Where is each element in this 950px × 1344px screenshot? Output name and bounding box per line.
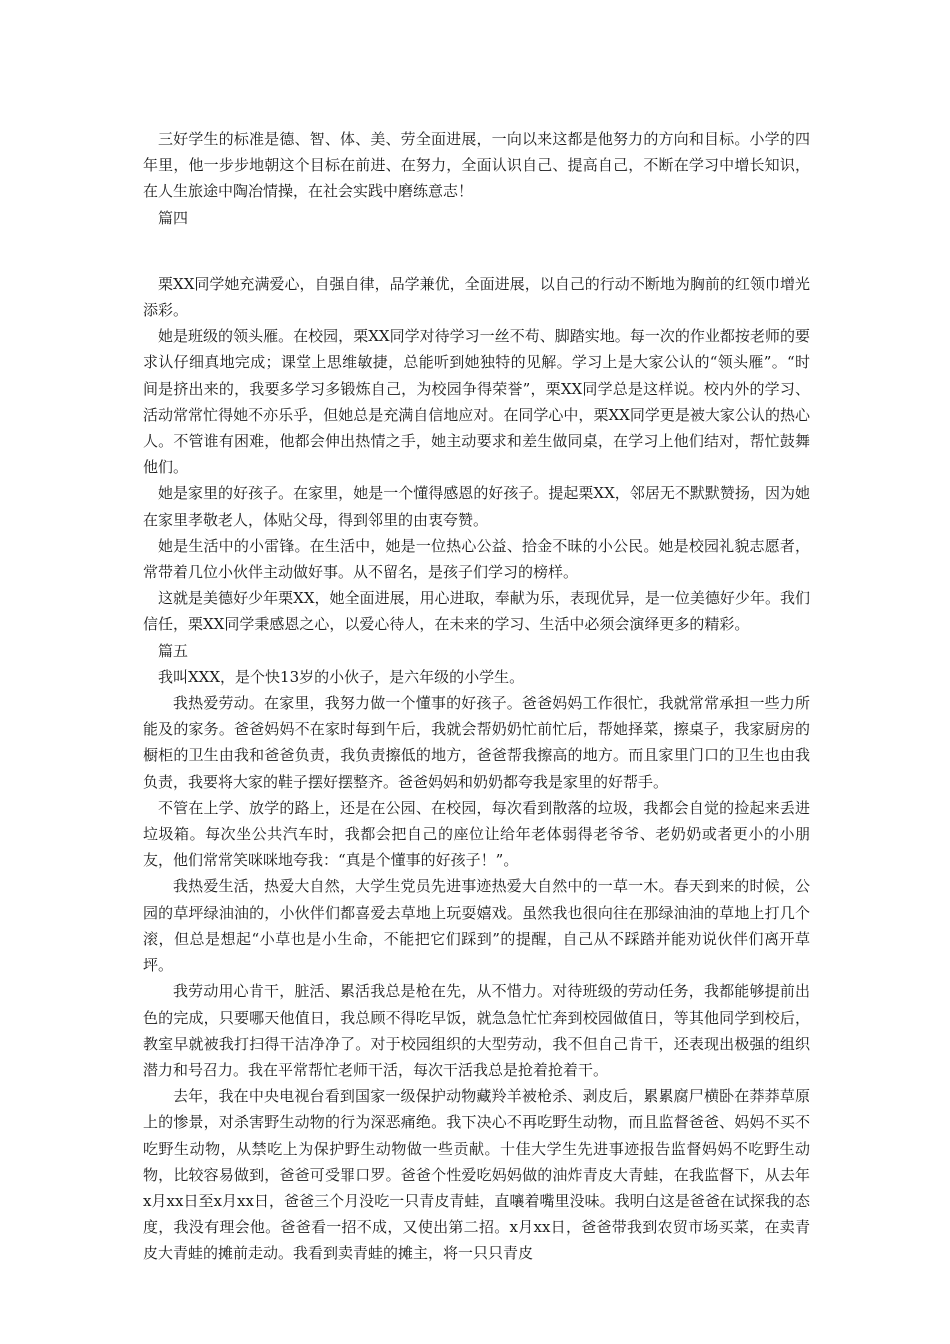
paragraph: 栗XX同学她充满爱心，自强自律，品学兼优，全面进展，以自己的行动不断地为胸前的红领巾增光添彩。 <box>143 274 810 320</box>
paragraph: 她是班级的领头雁。在校园，栗XX同学对待学习一丝不苟、脚踏实地。每一次的作业都按老师的要求认仔细真地完成；课堂上思维敏捷，总能听到她独特的见解。学习上是大家公认的“领头雁”。“时间是挤出来的，我要多学习多锻炼自己，为校园争得荣誉”，栗XX同学总是这样说。校内外的学习、活动常常忙得她不亦乐乎，但她总是充满自信地应对。在同学心中，栗XX同学更是被大家公认的热心人。不管谁有困难，他都会伸出热情之手，她主动要求和差生做同桌，在学习上他们结对，帮忙鼓舞他们。 <box>143 327 810 477</box>
paragraph: 这就是美德好少年栗XX，她全面进展，用心进取，奉献为乐，表现优异，是一位美德好少年。我们信任，栗XX同学秉感恩之心，以爱心待人，在未来的学习、生活中必须会演绎更多的精彩。 <box>143 589 810 634</box>
spacer <box>143 231 810 271</box>
paragraph: 我热爱劳动。在家里，我努力做一个懂事的好孩子。爸爸妈妈工作很忙，我就常常承担一些力所能及的家务。爸爸妈妈不在家时每到午后，我就会帮奶奶忙前忙后，帮她择菜，擦桌子，我家厨房的橱柜的卫生由我和爸爸负责，我负责擦低的地方，爸爸帮我擦高的地方。而且家里门口的卫生也由我负责，我要将大家的鞋子摆好摆整齐。爸爸妈妈和奶奶都夸我是家里的好帮手。 <box>143 694 810 791</box>
section-heading-4: 篇四 <box>158 208 189 227</box>
paragraph: 她是生活中的小雷锋。在生活中，她是一位热心公益、拾金不昧的小公民。她是校园礼貌志愿者，常带着几位小伙伴主动做好事。从不留名，是孩子们学习的榜样。 <box>143 536 810 582</box>
paragraph: 不管在上学、放学的路上，还是在公园、在校园，每次看到散落的垃圾，我都会自觉的捡起来丢进垃圾箱。每次坐公共汽车时，我都会把自己的座位让给年老体弱得老爷爷、老奶奶或者更小的小朋友，他们常常笑咪咪地夸我：“真是个懂事的好孩子！”。 <box>143 798 810 870</box>
paragraph: 去年，我在中央电视台看到国家一级保护动物藏羚羊被枪杀、剥皮后，累累腐尸横卧在莽莽草原上的惨景，对杀害野生动物的行为深恶痛绝。我下决心不再吃野生动物，而且监督爸爸、妈妈不买不吃野生动物，从禁吃上为保护野生动物做一些贡献。十佳大学生先进事迹报告监督妈妈不吃野生动物，比较容易做到，爸爸可受罪口罗。爸爸个性爱吃妈妈做的油炸青皮大青蛙，在我监督下，从去年x月xx日至x月xx日，爸爸三个月没吃一只青皮青蛙，直嚷着嘴里没味。我明白这是爸爸在试探我的态度，我没有理会他。爸爸看一招不成，又使出第二招。x月xx日，爸爸带我到农贸市场买菜，在卖青皮大青蛙的摊前走动。我看到卖青蛙的摊主，将一只只青皮 <box>143 1087 810 1263</box>
paragraph: 她是家里的好孩子。在家里，她是一个懂得感恩的好孩子。提起栗XX，邻居无不默默赞扬，因为她在家里孝敬老人，体贴父母，得到邻里的由衷夸赞。 <box>143 484 810 529</box>
section-heading-5: 篇五 <box>158 641 189 660</box>
paragraph: 我劳动用心肯干，脏活、累活我总是枪在先，从不惜力。对待班级的劳动任务，我都能够提前出色的完成，只要哪天他值日，我总顾不得吃早饭，就急急忙忙奔到校园做值日，等其他同学到校后，教室早就被我打扫得干洁净净了。对于校园组织的大型劳动，我不但自己肯干，还表现出极强的组织潜力和号召力。我在平常帮忙老师干活，每次干活我总是抢着抢着干。 <box>143 982 810 1079</box>
paragraph-intro: 三好学生的标准是德、智、体、美、劳全面进展，一向以来这都是他努力的方向和目标。小学的四年里，他一步步地朝这个目标在前进、在努力，全面认识自己、提高自己，不断在学习中增长知识，在人生旅途中陶冶情操，在社会实践中磨练意志！ <box>143 130 810 201</box>
paragraph: 我热爱生活，热爱大自然，大学生党员先进事迹热爱大自然中的一草一木。春天到来的时候，公园的草坪绿油油的，小伙伴们都喜爱去草地上玩耍嬉戏。虽然我也很向往在那绿油油的草地上打几个滚，但总是想起“小草也是小生命，不能把它们踩到”的提醒，自己从不踩踏并能劝说伙伴们离开草坪。 <box>143 877 810 975</box>
document-page <box>143 126 810 1267</box>
paragraph: 我叫XXX，是个快13岁的小伙子，是六年级的小学生。 <box>158 667 525 686</box>
